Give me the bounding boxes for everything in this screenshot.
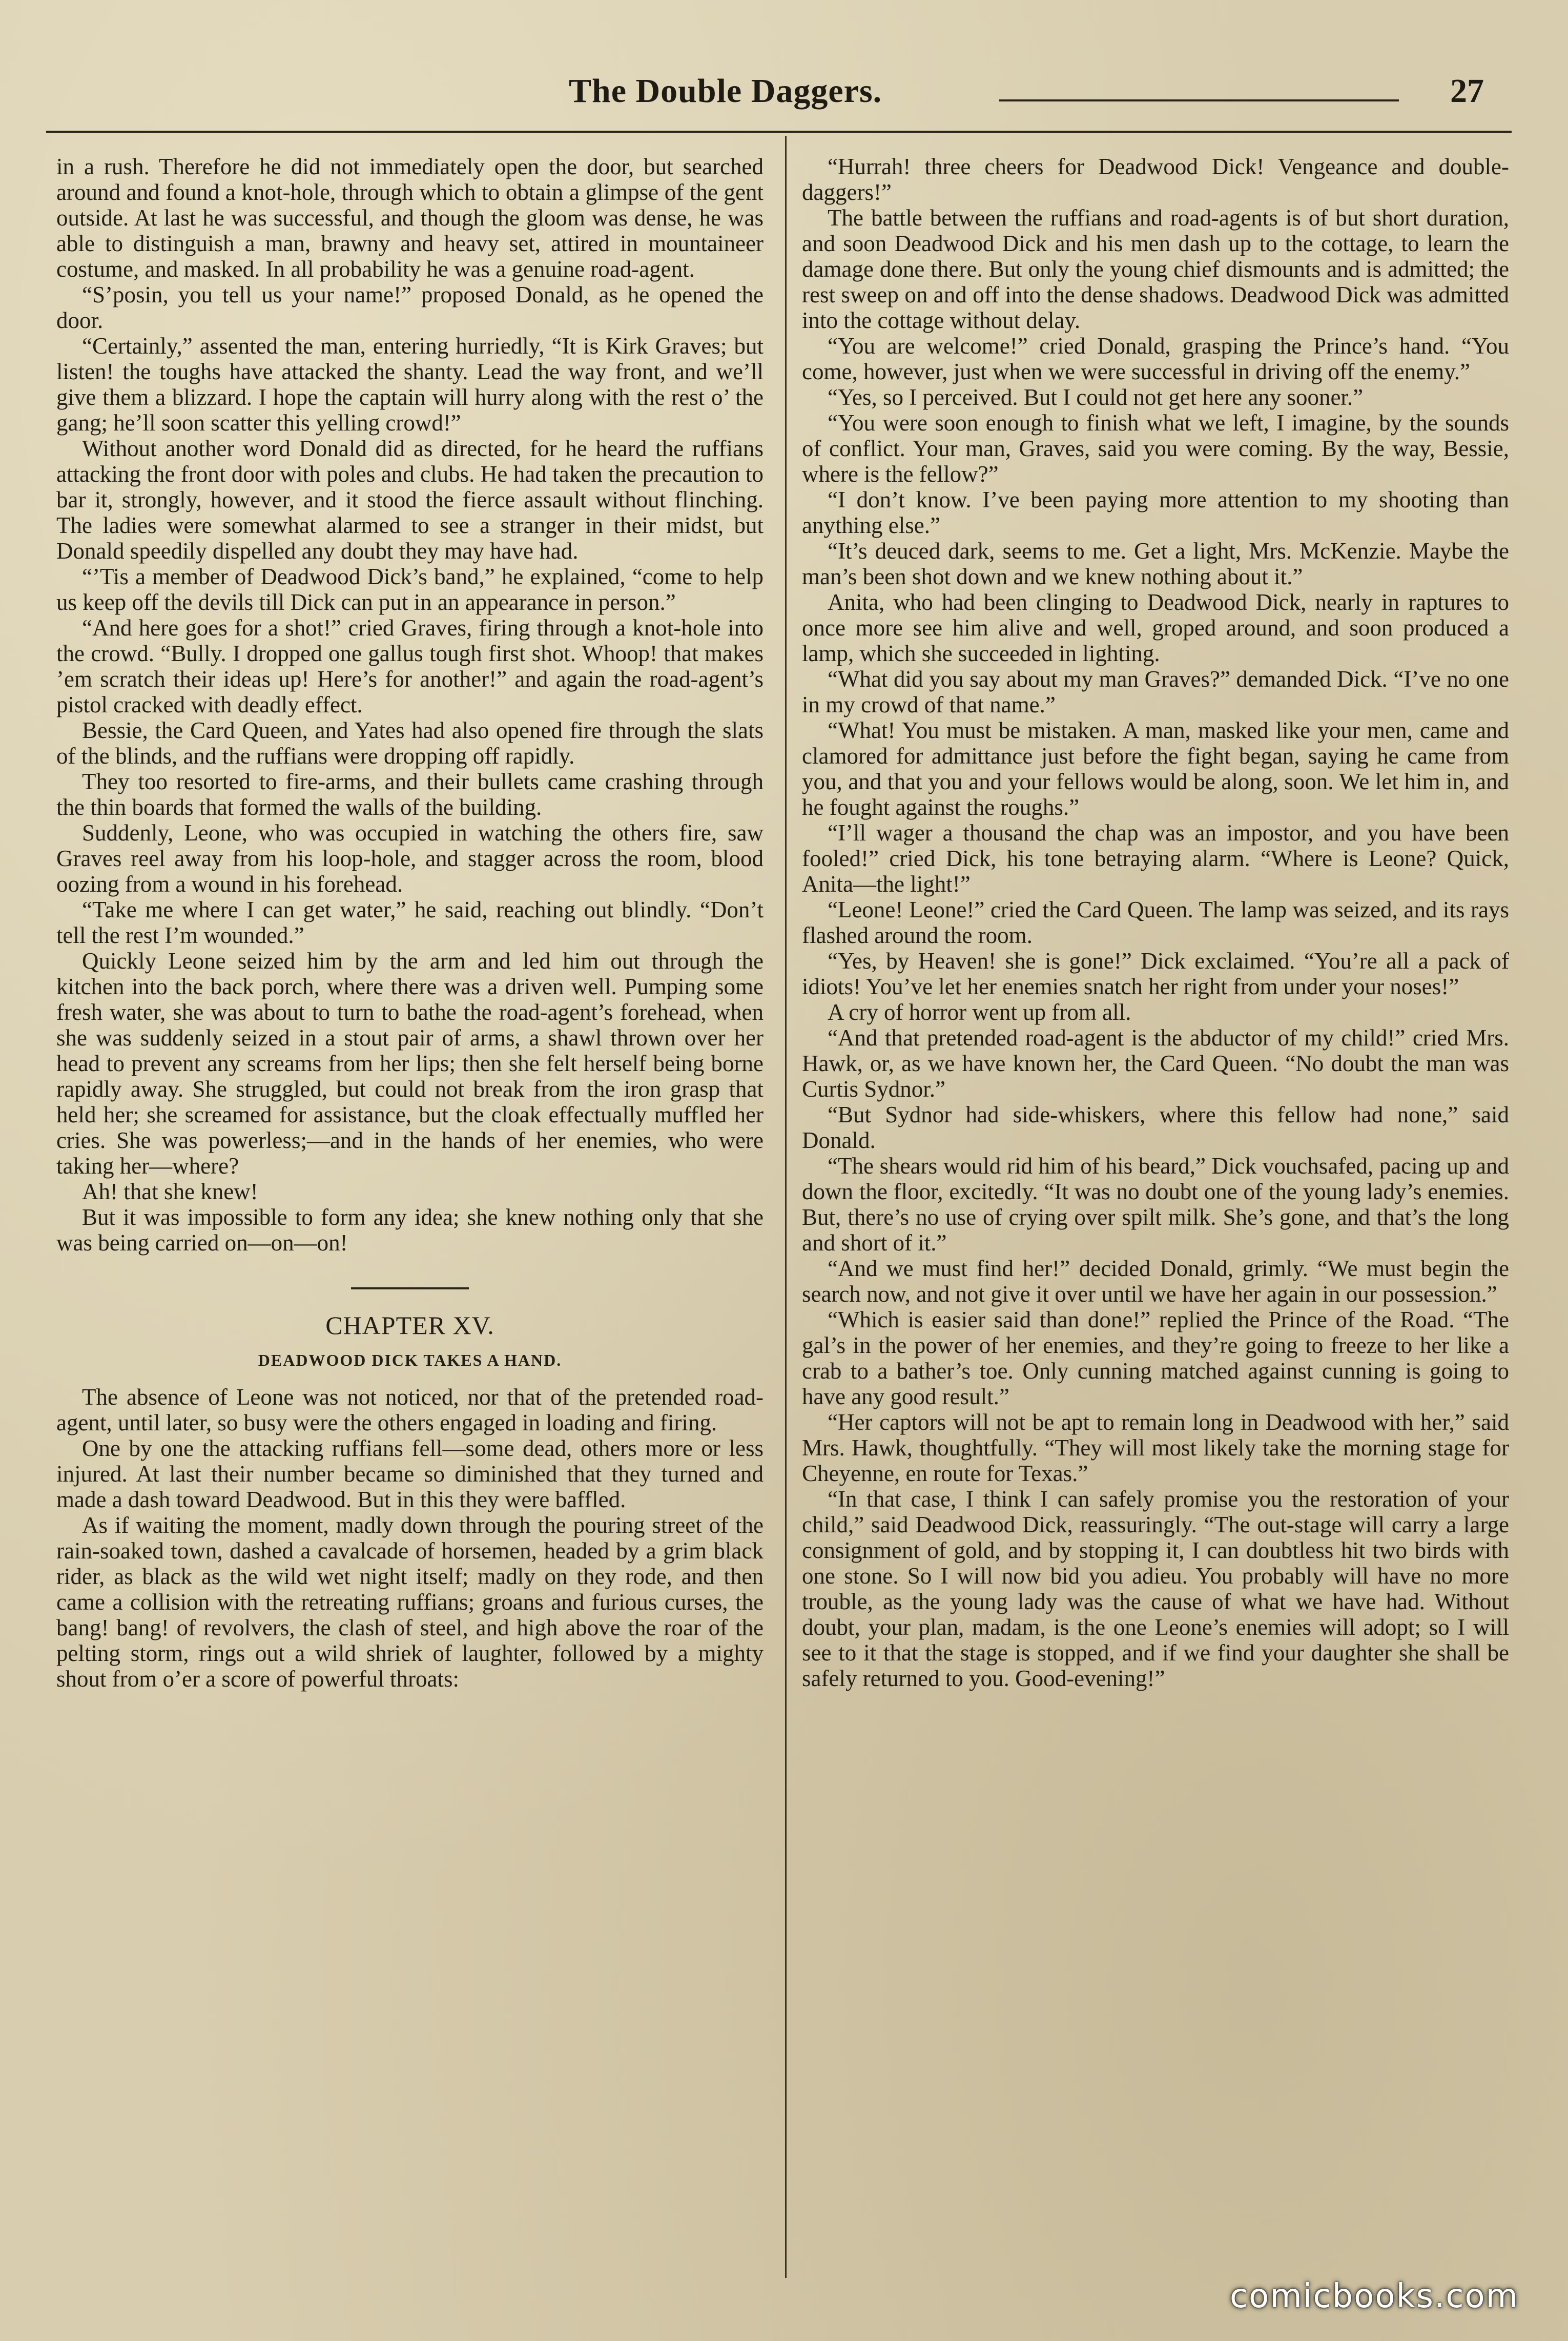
running-title: The Double Daggers. [569,72,882,110]
paragraph: Bessie, the Card Queen, and Yates had also opened fire through the slats of the blinds, and the ruffians were dropping off rapidly. [56,717,764,769]
page-header [0,72,1568,123]
chapter-rule [351,1287,469,1289]
paragraph: “What did you say about my man Graves?” demanded Dick. “I’ve no one in my crowd of that name.” [802,666,1509,717]
paragraph: The battle between the ruffians and road-agents is of but short duration, and soon Deadwood Dick and his men dash up to the cottage, to learn the damage done there. But only the young chief dismounts and is admitted; the rest sweep on and off into the dense shadows. Deadwood Dick was admitted into the cottage without delay. [802,205,1509,333]
paragraph: “Hurrah! three cheers for Deadwood Dick! Vengeance and double-daggers!” [802,154,1509,205]
left-column [56,154,764,1692]
chapter-subtitle: DEADWOOD DICK TAKES A HAND. [258,1351,562,1369]
paragraph: “And we must find her!” decided Donald, grimly. “We must begin the search now, and not give it over until we have her again in our possession.” [802,1256,1509,1307]
paragraph: “The shears would rid him of his beard,” Dick vouchsafed, pacing up and down the floor, excitedly. “It was no doubt one of the young lady’s enemies. But, there’s no use of crying over spilt milk. She’s gone, and that’s the long and short of it.” [802,1153,1509,1256]
paragraph: “You were soon enough to finish what we left, I imagine, by the sounds of conflict. Your man, Graves, said you were coming. By the way, Bessie, where is the fellow?” [802,410,1509,487]
paragraph: “Yes, so I perceived. But I could not get here any sooner.” [828,384,1364,410]
paragraph: “What! You must be mistaken. A man, masked like your men, came and clamored for admittance just before the fight began, saying he came from you, and that you and your fellows would be along, soon. We let him in, and he fought against the roughs.” [802,717,1509,820]
paragraph: The absence of Leone was not noticed, nor that of the pretended road-agent, until later, so busy were the others engaged in loading and firing. [56,1384,764,1435]
paragraph: One by one the attacking ruffians fell—some dead, others more or less injured. At last their number became so diminished that they turned and made a dash toward Deadwood. But in this they were baffled. [56,1435,764,1512]
paragraph: Suddenly, Leone, who was occupied in watching the others fire, saw Graves reel away from his loop-hole, and stagger across the room, blood oozing from a wound in his forehead. [56,820,764,897]
column-divider [785,136,787,2278]
watermark-logo: comicbooks.com [1229,2277,1519,2315]
paragraph: But it was impossible to form any idea; she knew nothing only that she was being carried on—on—on! [56,1204,764,1256]
header-rule [999,99,1399,101]
paragraph: Without another word Donald did as directed, for he heard the ruffians attacking the front door with poles and clubs. He had taken the precaution to bar it, strongly, however, and it stood the fierce assault without flinching. The ladies were somewhat alarmed to see a stranger in their midst, but Donald speedily dispelled any doubt they may have had. [56,436,764,564]
paragraph: “It’s deuced dark, seems to me. Get a light, Mrs. McKenzie. Maybe the man’s been shot down and we knew nothing about it.” [802,538,1509,589]
paragraph: “You are welcome!” cried Donald, grasping the Prince’s hand. “You come, however, just when we were successful in driving off the enemy.” [802,333,1509,384]
header-border [46,131,1512,133]
paragraph: “Take me where I can get water,” he said, reaching out blindly. “Don’t tell the rest I’m wounded.” [56,897,764,948]
paragraph: “And that pretended road-agent is the abductor of my child!” cried Mrs. Hawk, or, as we have known her, the Card Queen. “No doubt the man was Curtis Sydnor.” [802,1025,1509,1102]
page-number: 27 [1450,72,1484,110]
paragraph: They too resorted to fire-arms, and their bullets came crashing through the thin boards that formed the walls of the building. [56,769,764,820]
paragraph: “Her captors will not be apt to remain long in Deadwood with her,” said Mrs. Hawk, thoughtfully. “They will most likely take the morning stage for Cheyenne, en route for Texas.” [802,1409,1509,1486]
paragraph: Ah! that she knew! [82,1179,258,1204]
paragraph: “S’posin, you tell us your name!” proposed Donald, as he opened the door. [56,282,764,333]
paragraph: “I’ll wager a thousand the chap was an impostor, and you have been fooled!” cried Dick, his tone betraying alarm. “Where is Leone? Quick, Anita—the light!” [802,820,1509,897]
right-column [802,154,1509,1691]
paragraph: “And here goes for a shot!” cried Graves, firing through a knot-hole into the crowd. “Bully. I dropped one gallus tough first shot. Whoop! that makes ’em scratch their ideas up! Here’s for another!” and again the road-agent’s pistol cracked with deadly effect. [56,615,764,717]
paragraph: “But Sydnor had side-whiskers, where this fellow had none,” said Donald. [802,1102,1509,1153]
paragraph: “Leone! Leone!” cried the Card Queen. The lamp was seized, and its rays flashed around the room. [802,897,1509,948]
paragraph: Anita, who had been clinging to Deadwood Dick, nearly in raptures to once more see him alive and well, groped around, and soon produced a lamp, which she succeeded in lighting. [802,589,1509,666]
paragraph: “In that case, I think I can safely promise you the restoration of your child,” said Deadwood Dick, reassuringly. “The out-stage will carry a large consignment of gold, and by stopping it, I can doubtless hit two birds with one stone. So I will now bid you adieu. You probably will have no more trouble, as the young lady was the cause of what we have had. Without doubt, your plan, madam, is the one Leone’s enemies will adopt; so I will see to it that the stage is stopped, and if we find your daughter she shall be safely returned to you. Good-evening!” [802,1486,1509,1691]
paragraph: A cry of horror went up from all. [828,999,1131,1025]
paragraph: As if waiting the moment, madly down through the pouring street of the rain-soaked town, dashed a cavalcade of horsemen, headed by a grim black rider, as black as the wild wet night itself; madly on they rode, and then came a collision with the retreating ruffians; groans and furious curses, the bang! bang! of revolvers, the clash of steel, and high above the roar of the pelting storm, rings out a wild shriek of laughter, followed by a mighty shout from o’er a score of powerful throats: [56,1512,764,1692]
paragraph: Quickly Leone seized him by the arm and led him out through the kitchen into the back porch, where there was a driven well. Pumping some fresh water, she was about to turn to bathe the road-agent’s forehead, when she was suddenly seized in a stout pair of arms, a shawl thrown over her head to prevent any screams from her lips; then she felt herself being borne rapidly away. She struggled, but could not break from the iron grasp that held her; she screamed for assistance, but the cloak effectually muffled her cries. She was powerless;—and in the hands of her enemies, who were taking her—where? [56,948,764,1179]
paragraph: “Which is easier said than done!” replied the Prince of the Road. “The gal’s in the power of her enemies, and they’re going to freeze to her like a crab to a bather’s toe. Only cunning matched against cunning is going to have any good result.” [802,1307,1509,1409]
paragraph: “’Tis a member of Deadwood Dick’s band,” he explained, “come to help us keep off the devils till Dick can put in an appearance in person.” [56,564,764,615]
paragraph: “I don’t know. I’ve been paying more attention to my shooting than anything else.” [802,487,1509,538]
paragraph: “Certainly,” assented the man, entering hurriedly, “It is Kirk Graves; but listen! the toughs have attacked the shanty. Lead the way front, and we’ll give them a blizzard. I hope the captain will hurry along with the rest o’ the gang; he’ll soon scatter this yelling crowd!” [56,333,764,436]
paragraph: in a rush. Therefore he did not immediately open the door, but searched around and found a knot-hole, through which to obtain a glimpse of the gent outside. At last he was successful, and though the gloom was dense, he was able to distinguish a man, brawny and heavy set, attired in mountaineer costume, and masked. In all probability he was a genuine road-agent. [56,154,764,282]
paragraph: “Yes, by Heaven! she is gone!” Dick exclaimed. “You’re all a pack of idiots! You’ve let her enemies snatch her right from under your noses!” [802,948,1509,999]
chapter-title: CHAPTER XV. [325,1311,494,1340]
